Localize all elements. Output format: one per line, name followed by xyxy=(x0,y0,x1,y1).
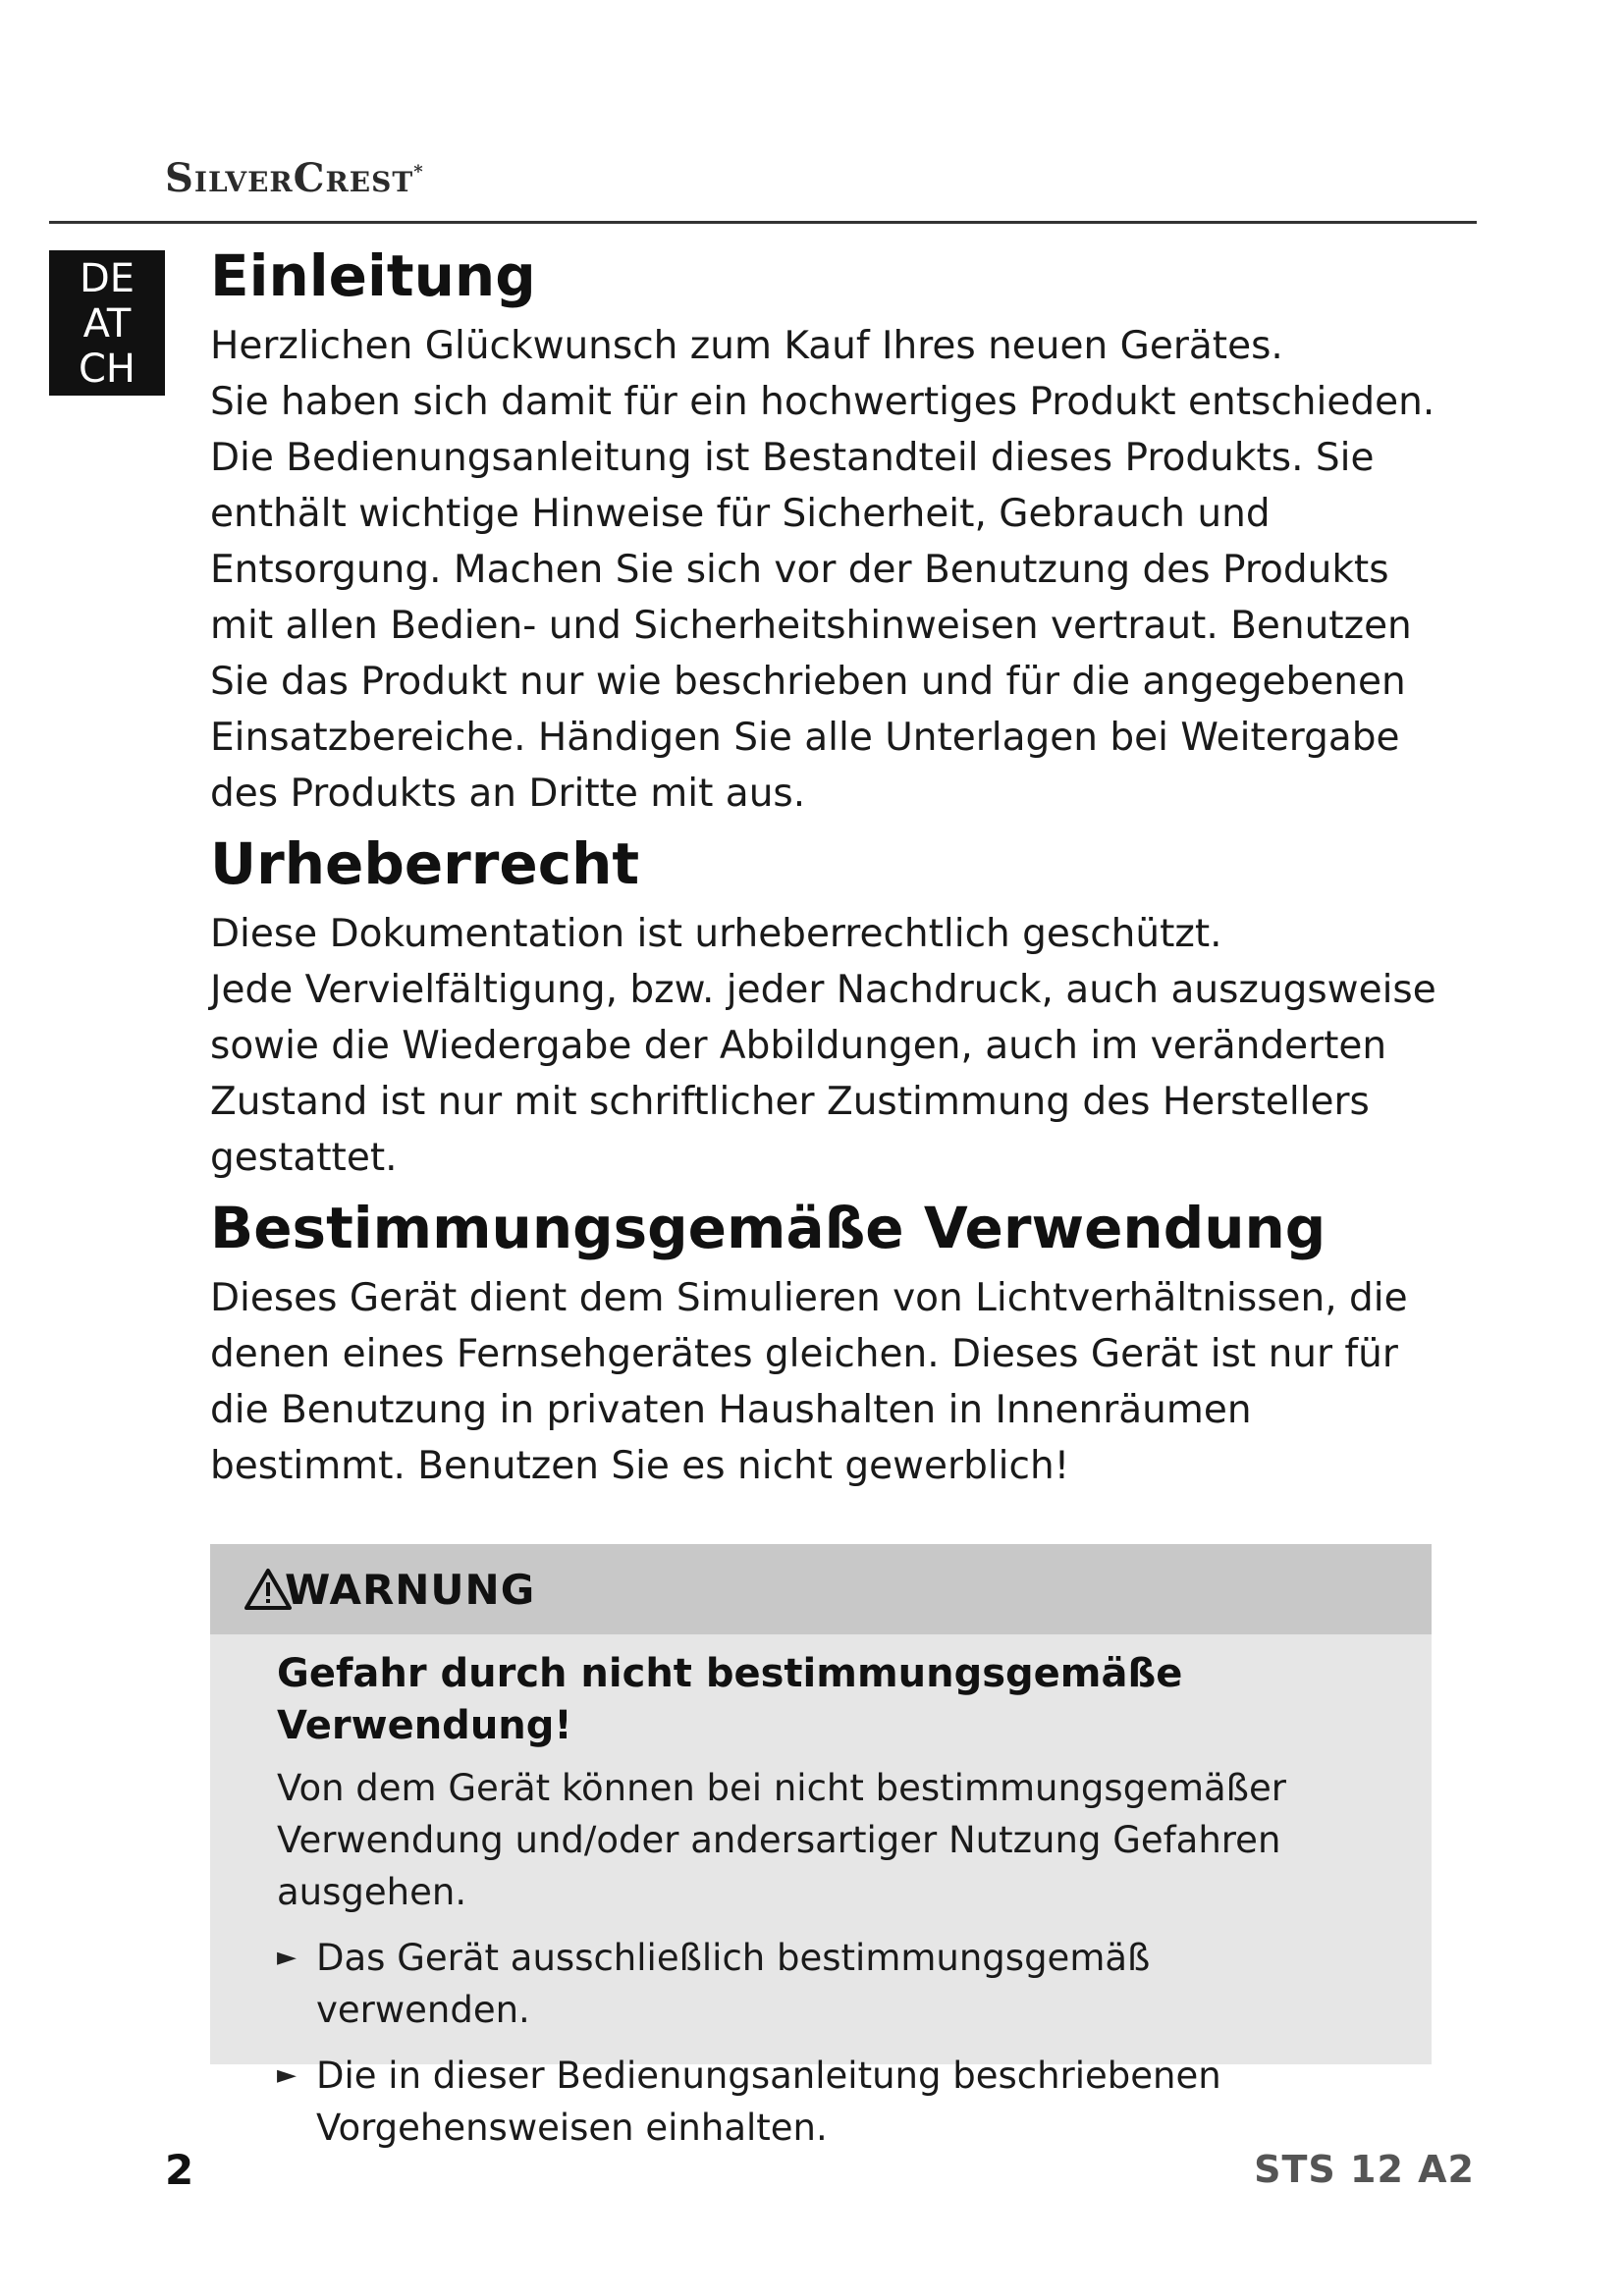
intended-use-title: Bestimmungsgemäße Verwendung xyxy=(210,1195,1326,1261)
copyright-line1: Diese Dokumentation ist urheberrechtlich geschützt. xyxy=(210,912,1222,956)
warning-bullet xyxy=(277,1932,1373,2036)
warning-body xyxy=(210,1634,1432,2154)
warning-header xyxy=(210,1544,1432,1634)
page-number: 2 xyxy=(165,2146,194,2194)
warning-text: Von dem Gerät können bei nicht bestimmungsgemäßer Verwendung und/oder andersartiger Nutzung Gefahren ausgehen. xyxy=(277,1767,1286,1913)
warning-label: WARNUNG xyxy=(285,1565,536,1614)
brand-mark: * xyxy=(413,161,424,183)
language-de: DE xyxy=(79,256,135,301)
language-tab xyxy=(49,250,165,396)
brand-logo xyxy=(165,155,424,201)
warning-bullet-text: Die in dieser Bedienungsanleitung beschriebenen Vorgehensweisen einhalten. xyxy=(316,2055,1221,2149)
main-content xyxy=(210,234,1447,1494)
warning-heading: Gefahr durch nicht bestimmungsgemäße Verwendung! xyxy=(277,1651,1183,1748)
intro-greeting: Herzlichen Glückwunsch zum Kauf Ihres neuen Gerätes. xyxy=(210,324,1283,368)
warning-box xyxy=(210,1544,1432,2149)
bullet-arrow-icon: ► xyxy=(277,1943,297,1972)
warning-bullet-text: Das Gerät ausschließlich bestimmungsgemäß verwenden. xyxy=(316,1937,1151,2031)
intro-title: Einleitung xyxy=(210,242,536,309)
warning-bullet xyxy=(277,2050,1373,2154)
model-number: STS 12 A2 xyxy=(1254,2148,1475,2191)
language-ch: CH xyxy=(78,347,135,392)
intended-use-text: Dieses Gerät dient dem Simulieren von Lichtverhältnissen, die denen eines Fernsehgerätes gleichen. Dieses Gerät ist nur für die Benutzung in privaten Haushalten in Innenräumen bestimmt. Benutzen Sie es nicht gewerblich! xyxy=(210,1276,1408,1488)
language-at: AT xyxy=(82,301,132,347)
brand-name: SilverCrest xyxy=(165,155,414,201)
bullet-arrow-icon: ► xyxy=(277,2060,297,2090)
intro-text: Sie haben sich damit für ein hochwertiges Produkt entschieden. Die Bedienungsanleitung ist Bestandteil dieses Produkts. Sie enthält wichtige Hinweise für Sicherheit, Gebrauch und Entsorgung. Machen Sie sich vor der Benutzung des Produkts mit allen Bedien- und Sicherheitshinweisen vertraut. Benutzen Sie das Produkt nur wie beschrieben und für die angegebenen Einsatzbereiche. Händigen Sie alle Unterlagen bei Weitergabe des Produkts an Dritte mit aus. xyxy=(210,380,1435,816)
header-divider xyxy=(49,221,1477,224)
copyright-title: Urheberrecht xyxy=(210,830,640,897)
copyright-line2: Jede Vervielfältigung, bzw. jeder Nachdruck, auch auszugsweise sowie die Wiedergabe der Abbildungen, auch im veränderten Zustand ist nur mit schriftlicher Zustimmung des Herstellers gestattet. xyxy=(210,968,1436,1180)
